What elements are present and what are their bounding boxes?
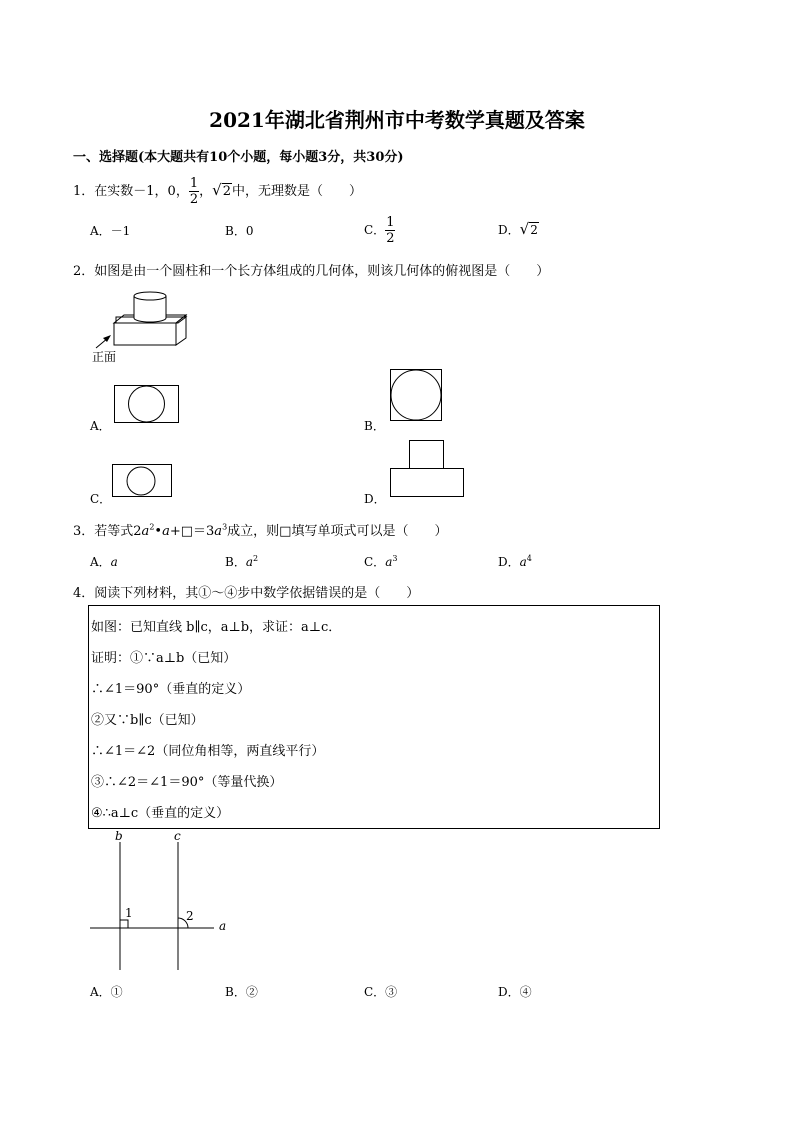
q4-option-d[interactable]: D．④ xyxy=(498,985,532,999)
q1-frac-num: 1 xyxy=(189,176,199,191)
q1-frac-den: 2 xyxy=(189,192,199,207)
q4-box-line-1: 如图：已知直线 b∥c，a⊥b，求证：a⊥c． xyxy=(91,620,342,635)
q3-option-c-exp: 3 xyxy=(392,554,398,563)
q2-option-c-figure[interactable] xyxy=(112,464,174,498)
q4-option-b[interactable]: B．② xyxy=(225,985,258,999)
q1-option-d-label: D． xyxy=(498,223,520,237)
q4-material-box xyxy=(88,605,660,829)
q3-option-a-val: a xyxy=(110,555,118,569)
q1-option-c[interactable] xyxy=(364,215,395,246)
question-4: 4．阅读下列材料，其①～④步中数学依据错误的是（ ） xyxy=(73,586,420,601)
q1-option-d[interactable]: D．√2 xyxy=(498,220,538,238)
section-heading: 一、选择题(本大题共有10个小题，每小题3分，共30分) xyxy=(73,150,404,165)
page-title: 2021年湖北省荆州市中考数学真题及答案 xyxy=(209,108,585,132)
q3-dot: • xyxy=(154,524,163,539)
q1-sqrt: √2 xyxy=(212,181,231,199)
q3-option-a-label: A． xyxy=(90,555,111,569)
q3-var-a2: a xyxy=(162,524,170,539)
q1-option-a[interactable]: A．－1 xyxy=(90,224,131,238)
q3-option-c-val: a xyxy=(385,555,393,569)
q4-box-line-6: ③∴∠2＝∠1＝90°（等量代换） xyxy=(91,775,283,790)
q4-angle-2-label: 2 xyxy=(186,909,194,923)
q2-option-c-label[interactable]: C． xyxy=(90,492,112,506)
q4-label-a: a xyxy=(219,919,227,933)
question-3 xyxy=(73,520,447,539)
q4-box-line-5: ∴∠1＝∠2（同位角相等，两直线平行） xyxy=(91,744,325,759)
q3-option-c[interactable] xyxy=(364,553,397,570)
q1-suffix: 中，无理数是（ ） xyxy=(231,184,362,199)
q3-box-expr: +□＝3 xyxy=(169,524,215,539)
q2-option-d-label[interactable]: D． xyxy=(364,492,386,506)
q3-option-b-val: a xyxy=(245,555,253,569)
question-2: 2．如图是由一个圆柱和一个长方体组成的几何体，则该几何体的俯视图是（ ） xyxy=(73,264,550,279)
q1-prefix: 1．在实数－1，0， xyxy=(73,184,189,199)
q4-option-c[interactable]: C．③ xyxy=(364,985,398,999)
q4-option-a[interactable]: A．① xyxy=(90,985,123,999)
q3-exp2: 3 xyxy=(222,522,228,532)
q1-fraction xyxy=(189,176,199,207)
q4-label-c: c xyxy=(174,829,181,843)
q4-lines-figure xyxy=(88,828,248,973)
q3-option-a[interactable] xyxy=(90,553,118,570)
q2-front-label: 正面 xyxy=(92,350,117,364)
q3-suffix: 成立，则□填写单项式可以是（ ） xyxy=(227,524,448,539)
q2-option-b-figure[interactable] xyxy=(390,369,444,423)
q2-option-a-label[interactable]: A． xyxy=(90,419,111,433)
q1-option-c-num: 1 xyxy=(386,215,395,230)
q4-angle-1-label: 1 xyxy=(125,906,133,920)
q2-option-a-figure[interactable] xyxy=(114,385,180,425)
q3-var-a3: a xyxy=(214,524,223,539)
q1-sqrt-value: 2 xyxy=(222,184,231,199)
question-1 xyxy=(73,176,362,207)
q3-option-d-exp: 4 xyxy=(526,554,532,563)
q3-exp1: 2 xyxy=(149,522,155,532)
q1-option-d-value: 2 xyxy=(530,223,538,237)
q4-box-line-2: 证明：①∵a⊥b（已知） xyxy=(91,651,237,666)
q3-var-a1: a xyxy=(141,524,150,539)
q4-label-b: b xyxy=(115,829,123,843)
q3-option-d[interactable] xyxy=(498,553,532,570)
q2-option-b-label[interactable]: B． xyxy=(364,419,385,433)
q4-box-line-4: ②又∵b∥c（已知） xyxy=(91,713,204,728)
q4-box-line-7: ④∴a⊥c（垂直的定义） xyxy=(91,806,230,821)
q3-option-b-exp: 2 xyxy=(252,554,259,563)
q3-option-d-val: a xyxy=(519,555,527,569)
q3-option-d-label: D． xyxy=(498,555,520,569)
q3-prefix: 3．若等式2 xyxy=(73,524,142,539)
q3-option-b[interactable] xyxy=(225,553,258,570)
q3-option-c-label: C． xyxy=(364,555,386,569)
q1-option-c-label: C． xyxy=(364,223,386,237)
q2-option-d-figure[interactable] xyxy=(390,440,466,500)
q4-box-line-3: ∴∠1＝90°（垂直的定义） xyxy=(91,682,251,697)
q1-option-c-den: 2 xyxy=(386,231,395,246)
q3-option-b-label: B． xyxy=(225,555,246,569)
q1-comma: ， xyxy=(199,184,213,199)
q1-option-b[interactable]: B．0 xyxy=(225,224,254,238)
